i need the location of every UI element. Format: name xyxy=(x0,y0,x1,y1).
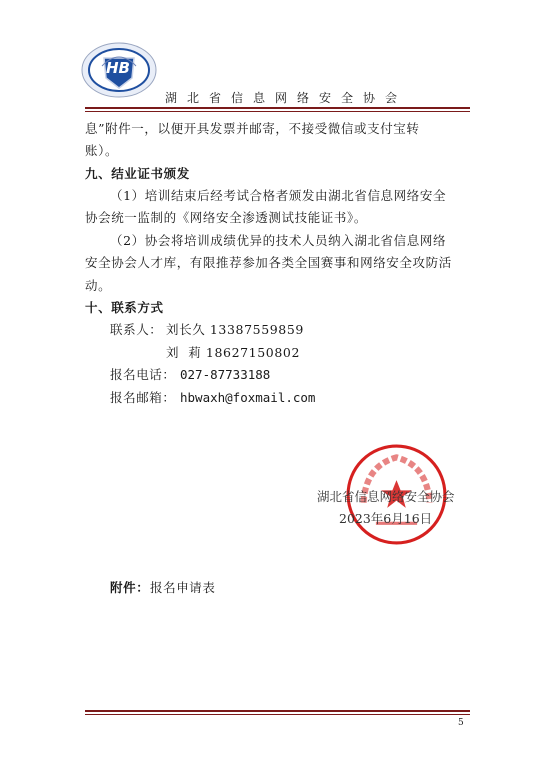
signature-date: 2023年6月16日 xyxy=(339,511,433,526)
signature-org: 湖北省信息网络安全协会 xyxy=(317,489,455,504)
phone-label: 报名电话： xyxy=(110,367,176,382)
attachment-label: 附件： xyxy=(110,580,150,595)
attachment-value: 报名申请表 xyxy=(150,580,216,595)
phone-value: 027-87733188 xyxy=(180,367,271,382)
section-10-heading: 十、联系方式 xyxy=(85,300,164,315)
body-line: 安全协会人才库，有限推荐参加各类全国赛事和网络安全攻防活 xyxy=(85,255,452,270)
contact-2: 刘 莉 18627150802 xyxy=(166,345,301,360)
section-9-heading: 九、结业证书颁发 xyxy=(85,166,190,181)
contact-1: 刘长久 13387559859 xyxy=(166,322,304,337)
email-label: 报名邮箱： xyxy=(110,390,176,405)
logo-text: HB xyxy=(106,59,130,77)
body-line: 息”附件一，以便开具发票并邮寄，不接受微信或支付宝转 xyxy=(85,121,420,136)
body-line: 协会统一监制的《网络安全渗透测试技能证书》。 xyxy=(85,210,367,225)
page-number: 5 xyxy=(458,718,464,728)
footer-rule-thick xyxy=(85,710,470,712)
footer-rule-thin xyxy=(85,714,470,715)
contact-label: 联系人： xyxy=(110,322,163,337)
email-value: hbwaxh@foxmail.com xyxy=(180,390,316,405)
body-line: （1）培训结束后经考试合格者颁发由湖北省信息网络安全 xyxy=(110,188,447,203)
body-line: 账）。 xyxy=(85,143,119,158)
body-line: （2）协会将培训成绩优异的技术人员纳入湖北省信息网络 xyxy=(110,233,447,248)
body-line: 动。 xyxy=(85,278,112,293)
header-org-name: 湖北省信息网络安全协会 xyxy=(165,91,408,105)
header-rule-thick xyxy=(85,107,470,109)
header-rule-thin xyxy=(85,111,470,112)
